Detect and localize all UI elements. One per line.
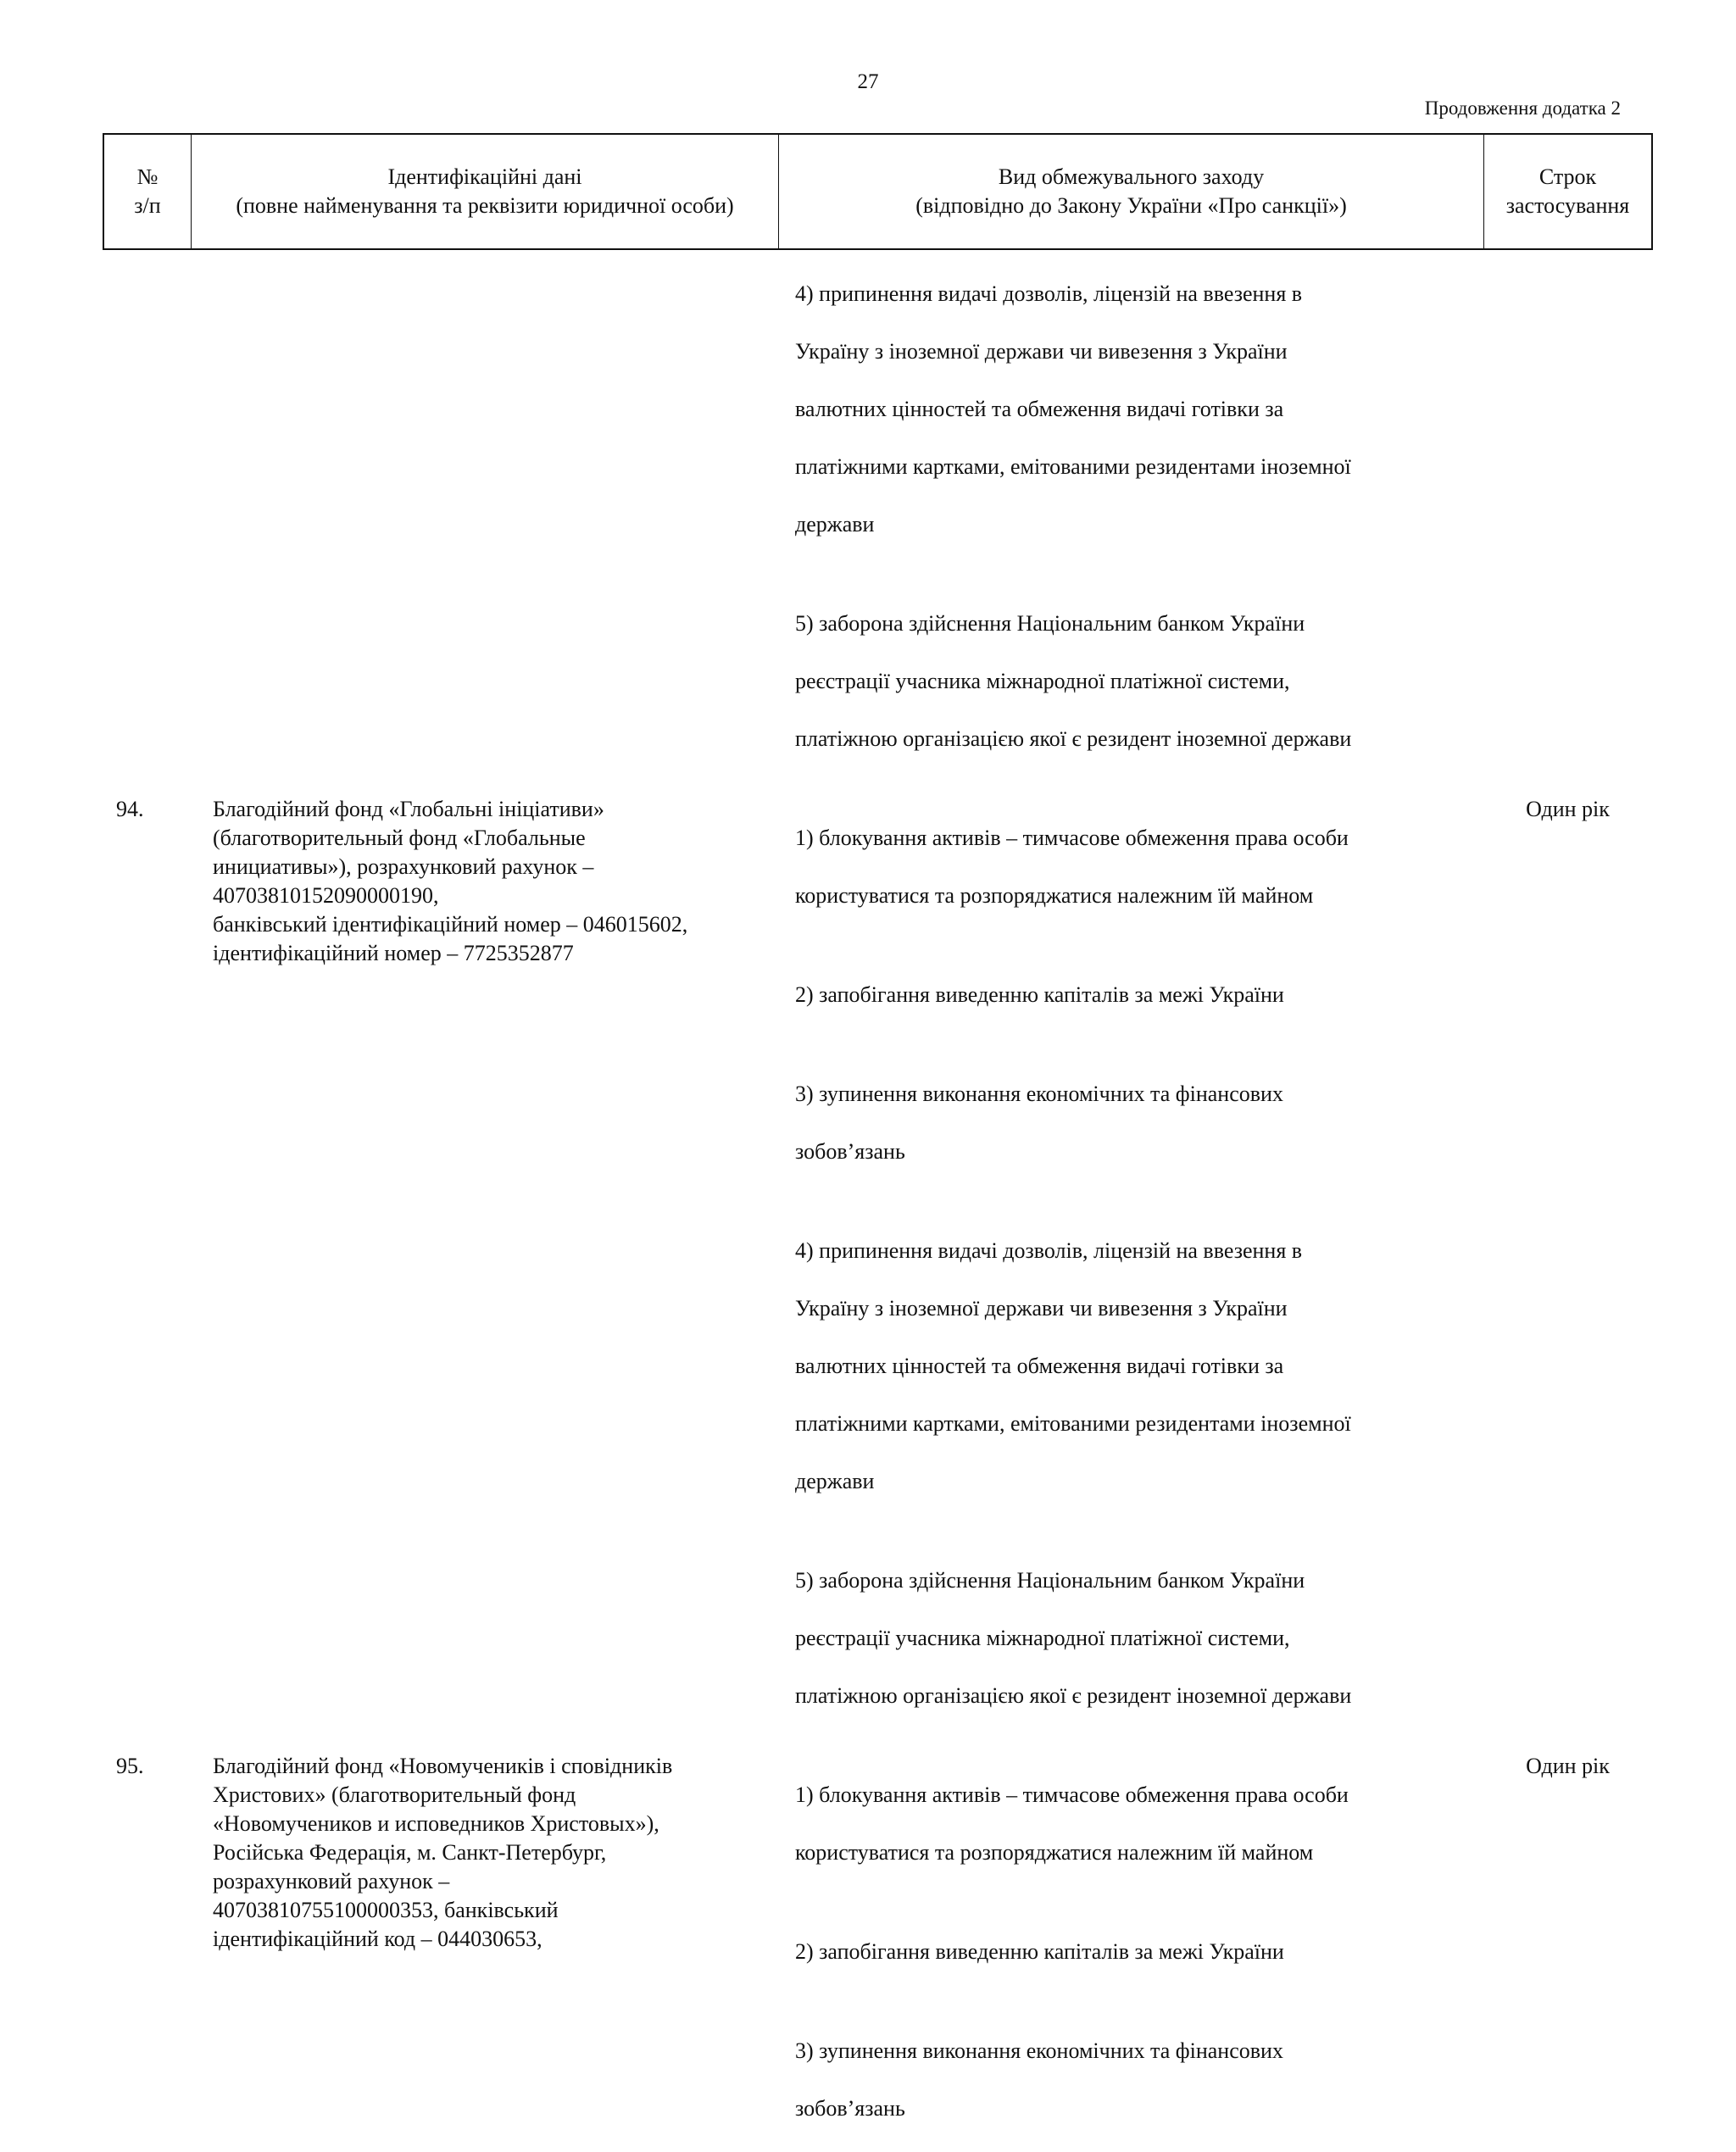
header-term-line-2: застосування (1505, 193, 1630, 218)
measure-line: 3) зупинення виконання економічних та фінансових (795, 2038, 1283, 2063)
measure-line: 2) запобігання виведенню капіталів за межі України (795, 982, 1284, 1007)
measure-line: 1) блокування активів – тимчасове обмеження права особи (795, 1782, 1349, 1807)
measure-line: зобов’язань (795, 2096, 905, 2121)
row-number: 94. (116, 797, 144, 821)
measure-line: Україну з іноземної держави чи вивезення з України (795, 339, 1288, 364)
measure-line: платіжними картками, емітованими резидентами іноземної (795, 454, 1351, 479)
measure-line: 2) запобігання виведенню капіталів за межі України (795, 1939, 1284, 1964)
identification-line: Російська Федерація, м. Санкт-Петербург, (213, 1840, 607, 1865)
measure-line: Україну з іноземної держави чи вивезення з України (795, 1296, 1288, 1321)
row-number: 95. (116, 1754, 144, 1778)
entity-identification (190, 795, 777, 1739)
table-row-carryover (103, 251, 1653, 782)
header-number-line-2: з/п (134, 193, 161, 218)
measure-line: платіжною організацією якої є резидент іноземної держави (795, 1683, 1352, 1708)
header-measure-line-2: (відповідно до Закону України «Про санкції») (915, 193, 1347, 218)
measure-line: держави (795, 512, 875, 537)
measure-line: зобов’язань (795, 1139, 905, 1164)
identification-line: инициативы»), розрахунковий рахунок – (213, 854, 594, 879)
measure-line: 4) припинення видачі дозволів, ліцензій на ввезення в (795, 1238, 1303, 1263)
header-measure-line-1: Вид обмежувального заходу (998, 164, 1265, 189)
term-value: Один рік (1526, 797, 1610, 821)
measure-line: валютних цінностей та обмеження видачі готівки за (795, 397, 1284, 421)
term-value: Один рік (1526, 1754, 1610, 1778)
measure-item (795, 581, 1474, 782)
measure-line: держави (795, 1469, 875, 1493)
header-term-line-1: Строк (1538, 164, 1597, 189)
measure-line: 5) заборона здійснення Національним банком України (795, 611, 1305, 636)
table-row (103, 1752, 1653, 2152)
identification-line: ідентифікаційний код – 044030653, (213, 1927, 542, 1951)
measures-cell (777, 1752, 1483, 2152)
header-identification-line-1: Ідентифікаційні дані (387, 164, 582, 189)
identification-line: 40703810755100000353, банківський (213, 1898, 559, 1922)
identification-line: Благодійний фонд «Глобальні ініціативи» (213, 797, 604, 821)
measure-line: користуватися та розпоряджатися належним їй майном (795, 883, 1314, 908)
identification-line: «Новомучеников и исповедников Христовых»), (213, 1811, 659, 1836)
measure-item (795, 2008, 1474, 2152)
identification-line: Христових» (благотворительный фонд (213, 1782, 576, 1807)
measure-line: платіжною організацією якої є резидент іноземної держави (795, 726, 1352, 751)
table-row (103, 795, 1653, 1739)
header-identification-column (192, 135, 779, 248)
measures-cell (777, 795, 1483, 1739)
measure-line: реєстрації учасника міжнародної платіжної системи, (795, 669, 1290, 693)
identification-line: ідентифікаційний номер – 7725352877 (213, 941, 574, 965)
header-identification-line-2: (повне найменування та реквізити юридичної особи) (236, 193, 734, 218)
measure-item (795, 795, 1474, 939)
identification-line: Благодійний фонд «Новомучеників і сповідників (213, 1754, 673, 1778)
measures-cell (777, 251, 1483, 782)
measure-item (795, 1909, 1474, 1995)
header-number-line-1: № (136, 164, 159, 189)
entity-identification (190, 1752, 777, 2152)
measure-line: 4) припинення видачі дозволів, ліцензій на ввезення в (795, 281, 1303, 306)
measure-line: валютних цінностей та обмеження видачі готівки за (795, 1354, 1284, 1378)
identification-line: 40703810152090000190, (213, 883, 439, 908)
continuation-label: Продовження додатка 2 (1424, 97, 1621, 119)
identification-line: (благотворительный фонд «Глобальные (213, 826, 586, 850)
measure-line: 5) заборона здійснення Національним банком України (795, 1568, 1305, 1593)
header-number-column (104, 135, 192, 248)
measure-line: користуватися та розпоряджатися належним їй майном (795, 1840, 1314, 1865)
measure-item (795, 1538, 1474, 1739)
measure-line: платіжними картками, емітованими резидентами іноземної (795, 1411, 1351, 1436)
measure-item (795, 1752, 1474, 1896)
identification-line: розрахунковий рахунок – (213, 1869, 450, 1893)
measure-line: 3) зупинення виконання економічних та фінансових (795, 1082, 1283, 1106)
measure-item (795, 251, 1474, 568)
table-header (103, 133, 1653, 250)
header-term-column (1484, 135, 1651, 248)
measure-item (795, 1208, 1474, 1525)
measure-line: реєстрації учасника міжнародної платіжної системи, (795, 1626, 1290, 1650)
page-number: 27 (857, 70, 879, 93)
identification-line: банківський ідентифікаційний номер – 046015602, (213, 912, 688, 937)
header-measure-column (779, 135, 1484, 248)
table-body (103, 251, 1653, 2152)
measure-item (795, 952, 1474, 1038)
measure-line: 1) блокування активів – тимчасове обмеження права особи (795, 826, 1349, 850)
measure-item (795, 1051, 1474, 1195)
